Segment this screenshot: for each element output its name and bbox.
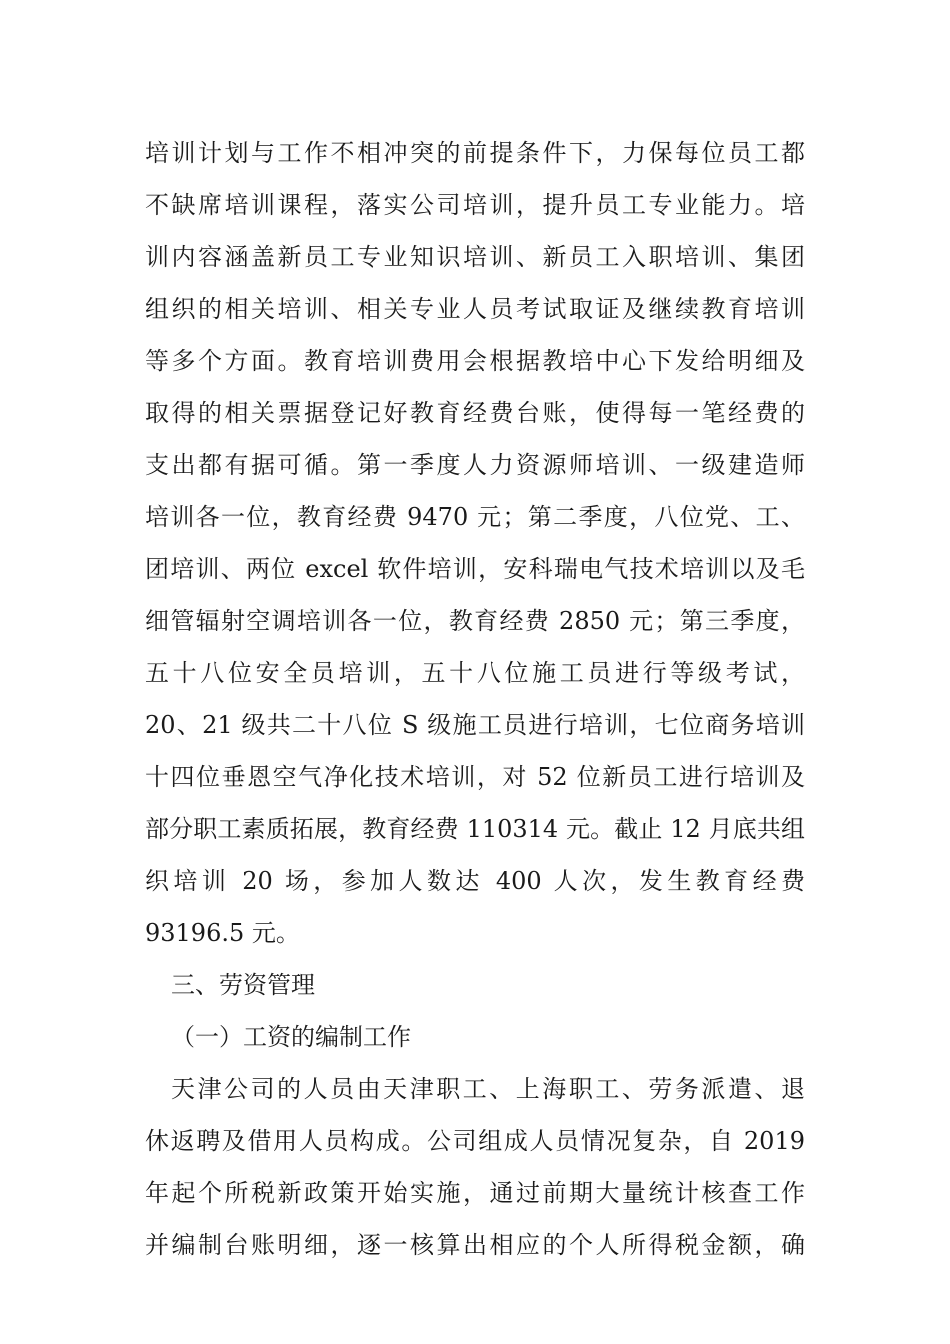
- body-line: 部分职工素质拓展，教育经费 110314 元。截止 12 月底共组: [145, 815, 805, 843]
- body-line: 取得的相关票据登记好教育经费台账，使得每一笔经费的: [145, 399, 805, 427]
- body-line: 细管辐射空调培训各一位，教育经费 2850 元；第三季度，: [145, 607, 805, 635]
- body-line: 不缺席培训课程，落实公司培训，提升员工专业能力。培: [145, 191, 805, 219]
- body-line: 培训各一位，教育经费 9470 元；第二季度，八位党、工、: [145, 503, 805, 531]
- body-line: 十四位垂恩空气净化技术培训，对 52 位新员工进行培训及: [145, 763, 805, 791]
- body-line: 93196.5 元。: [145, 919, 300, 947]
- body-line: 五十八位安全员培训，五十八位施工员进行等级考试，: [145, 659, 805, 687]
- body-line: 培训计划与工作不相冲突的前提条件下，力保每位员工都: [145, 139, 805, 167]
- body-line: 并编制台账明细，逐一核算出相应的个人所得税金额，确: [145, 1231, 805, 1259]
- body-line: 训内容涵盖新员工专业知识培训、新员工入职培训、集团: [145, 243, 805, 271]
- body-line: 天津公司的人员由天津职工、上海职工、劳务派遣、退: [171, 1075, 805, 1103]
- document-body: [145, 127, 805, 1271]
- subsection-heading: （一）工资的编制工作: [171, 1023, 411, 1051]
- body-line: 等多个方面。教育培训费用会根据教培中心下发给明细及: [145, 347, 805, 375]
- body-line: 年起个所税新政策开始实施，通过前期大量统计核查工作: [145, 1179, 805, 1207]
- body-line: 团培训、两位 excel 软件培训，安科瑞电气技术培训以及毛: [145, 555, 805, 583]
- section-heading: 三、劳资管理: [171, 971, 315, 999]
- body-line: 织培训 20 场，参加人数达 400 人次，发生教育经费: [145, 867, 805, 895]
- body-line: 休返聘及借用人员构成。公司组成人员情况复杂，自 2019: [145, 1127, 805, 1155]
- body-line: 组织的相关培训、相关专业人员考试取证及继续教育培训: [145, 295, 805, 323]
- body-line: 20、21 级共二十八位 S 级施工员进行培训，七位商务培训: [145, 711, 805, 739]
- body-line: 支出都有据可循。第一季度人力资源师培训、一级建造师: [145, 451, 805, 479]
